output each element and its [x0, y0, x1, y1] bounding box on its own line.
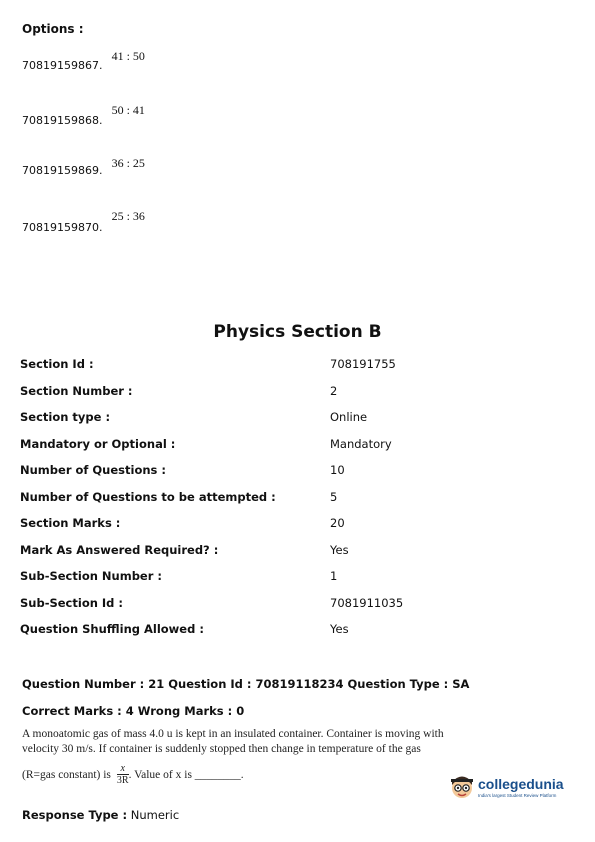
subsection-number-value: 1	[330, 569, 338, 583]
shuffling-value: Yes	[330, 622, 349, 636]
option-3	[22, 152, 145, 177]
logo-tagline: India's largest Student Review Platform	[478, 793, 557, 798]
question-marks: Correct Marks : 4 Wrong Marks : 0	[22, 704, 245, 718]
question-text-line3	[22, 764, 244, 786]
mascot-icon	[449, 773, 475, 801]
section-number-value: 2	[330, 384, 338, 398]
response-type	[22, 808, 179, 822]
option-id: 70819159869.	[22, 164, 103, 177]
option-4	[22, 205, 145, 234]
option-value: 41 : 50	[111, 49, 145, 63]
section-marks-value: 20	[330, 516, 345, 530]
question-text-line1: A monoatomic gas of mass 4.0 u is kept in an insulated container. Container is moving with	[22, 728, 444, 740]
shuffling-label: Question Shuffling Allowed :	[20, 622, 204, 636]
mandatory-label: Mandatory or Optional :	[20, 437, 176, 451]
response-type-label: Response Type :	[22, 808, 128, 822]
question-header: Question Number : 21 Question Id : 70819118234 Question Type : SA	[22, 677, 470, 691]
option-1	[22, 45, 145, 72]
option-value: 25 : 36	[111, 209, 145, 223]
options-header: Options :	[22, 22, 84, 36]
num-attempt-label: Number of Questions to be attempted :	[20, 490, 276, 504]
question-text-line2: velocity 30 m/s. If container is suddenly stopped then change in temperature of the gas	[22, 743, 421, 755]
response-type-value: Numeric	[130, 808, 180, 822]
num-attempt-value: 5	[330, 490, 338, 504]
section-title: Physics Section B	[213, 322, 382, 342]
subsection-number-label: Sub-Section Number :	[20, 569, 163, 583]
option-2	[22, 99, 145, 127]
option-id: 70819159867.	[22, 59, 103, 72]
option-value: 36 : 25	[111, 156, 145, 170]
collegedunia-logo	[449, 772, 564, 802]
logo-name: collegedunia	[478, 776, 564, 792]
question-text-post: . Value of x is ________.	[128, 769, 244, 781]
mandatory-value: Mandatory	[330, 437, 392, 451]
subsection-id-value: 7081911035	[330, 596, 404, 610]
option-id: 70819159870.	[22, 221, 103, 234]
num-questions-label: Number of Questions :	[20, 463, 166, 477]
section-marks-label: Section Marks :	[20, 516, 121, 530]
subsection-id-label: Sub-Section Id :	[20, 596, 124, 610]
section-number-label: Section Number :	[20, 384, 133, 398]
mark-answered-label: Mark As Answered Required? :	[20, 543, 219, 557]
fraction-denominator: 3R	[116, 775, 129, 786]
fraction-numerator: x	[117, 764, 129, 775]
fraction	[117, 764, 129, 786]
section-id-value: 708191755	[330, 357, 396, 371]
option-value: 50 : 41	[111, 103, 145, 117]
option-id: 70819159868.	[22, 114, 103, 127]
section-id-label: Section Id :	[20, 357, 94, 371]
question-text-pre: (R=gas constant) is	[22, 769, 111, 781]
mark-answered-value: Yes	[330, 543, 349, 557]
section-type-value: Online	[330, 410, 368, 424]
num-questions-value: 10	[330, 463, 345, 477]
section-type-label: Section type :	[20, 410, 111, 424]
